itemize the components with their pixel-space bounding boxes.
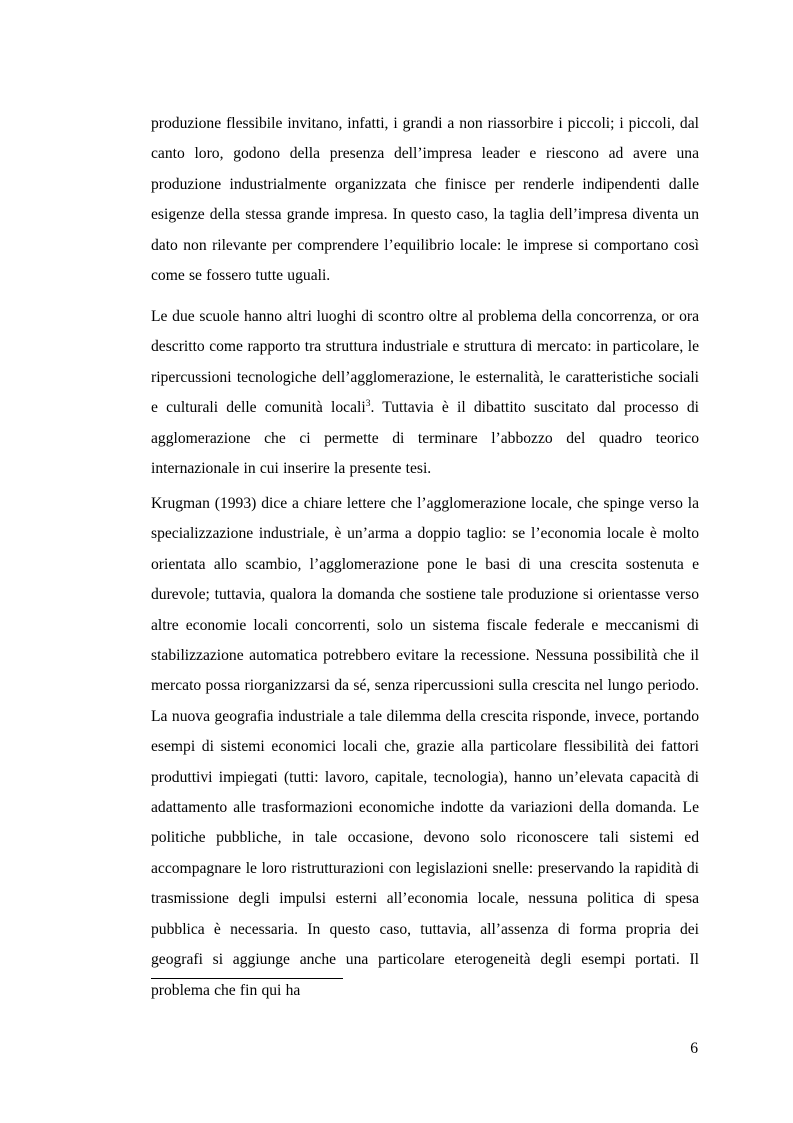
paragraph-text: Krugman (1993) dice a chiare lettere che l’agglomerazione locale, che spinge verso la specializzazione industriale, è un’arma a doppio taglio: se l’economia locale è molto orientata allo scambio, l’agglomerazione pone le basi di una crescita sostenuta e durevole; tuttavia, qualora la domanda che sostiene tale produzione si orientasse verso altre economie locali concorrenti, solo un sistema fiscale federale e meccanismi di stabilizzazione automatica potrebbero evitare la recessione. Nessuna possibilità che il mercato possa riorganizzarsi da sé, senza ripercussioni sulla crescita nel lungo periodo. La nuova geografia industriale a tale dilemma della crescita risponde, invece, portando esempi di sistemi economici locali che, grazie alla particolare flessibilità dei fattori produttivi impiegati (tutti: lavoro, capitale, tecnologia), hanno un’elevata capacità di adattamento alle trasformazioni economiche indotte da variazioni della domanda. Le politiche pubbliche, in tale occasione, devono solo riconoscere tali sistemi ed accompagnare le loro ristrutturazioni con legislazioni snelle: preservando la rapidità di trasmissione degli impulsi esterni all’economia locale, nessuna politica di spesa pubblica è necessaria. In questo caso, tuttavia, all’assenza di forma propria dei geografi si aggiunge anche una particolare eterogeneità degli esempi portati. Il problema che fin qui ha [151,495,699,999]
body-paragraph-2 [151,302,699,484]
body-paragraph-3 [151,489,699,1006]
paragraph-text: produzione flessibile invitano, infatti, i grandi a non riassorbire i piccoli; i piccoli, dal canto loro, godono della presenza dell’impresa leader e riescono ad avere una produzione industrialmente organizzata che finisce per renderle indipendenti dalle esigenze della stessa grande impresa. In questo caso, la taglia dell’impresa diventa un dato non rilevante per comprendere l’equilibrio locale: le imprese si comportano così come se fossero tutte uguali. [151,115,699,285]
paragraph-text-after-note: . Tuttavia è il dibattito suscitato dal processo di agglomerazione che ci permette di terminare l’abbozzo del quadro teorico internazionale in cui inserire la presente tesi. [151,399,699,478]
footnote-reference[interactable]: 3 [365,399,371,410]
body-paragraph-1 [151,109,699,291]
footnote-separator [151,978,343,979]
page-number: 6 [690,1040,698,1057]
paragraph-text-before-note: Le due scuole hanno altri luoghi di scontro oltre al problema della concorrenza, or ora descritto come rapporto tra struttura industriale e struttura di mercato: in particolare, le ripercussioni tecnologiche dell’agglomerazione, le esternalità, le caratteristiche sociali e culturali delle comunità locali [151,308,699,417]
paragraph-text [151,302,699,484]
